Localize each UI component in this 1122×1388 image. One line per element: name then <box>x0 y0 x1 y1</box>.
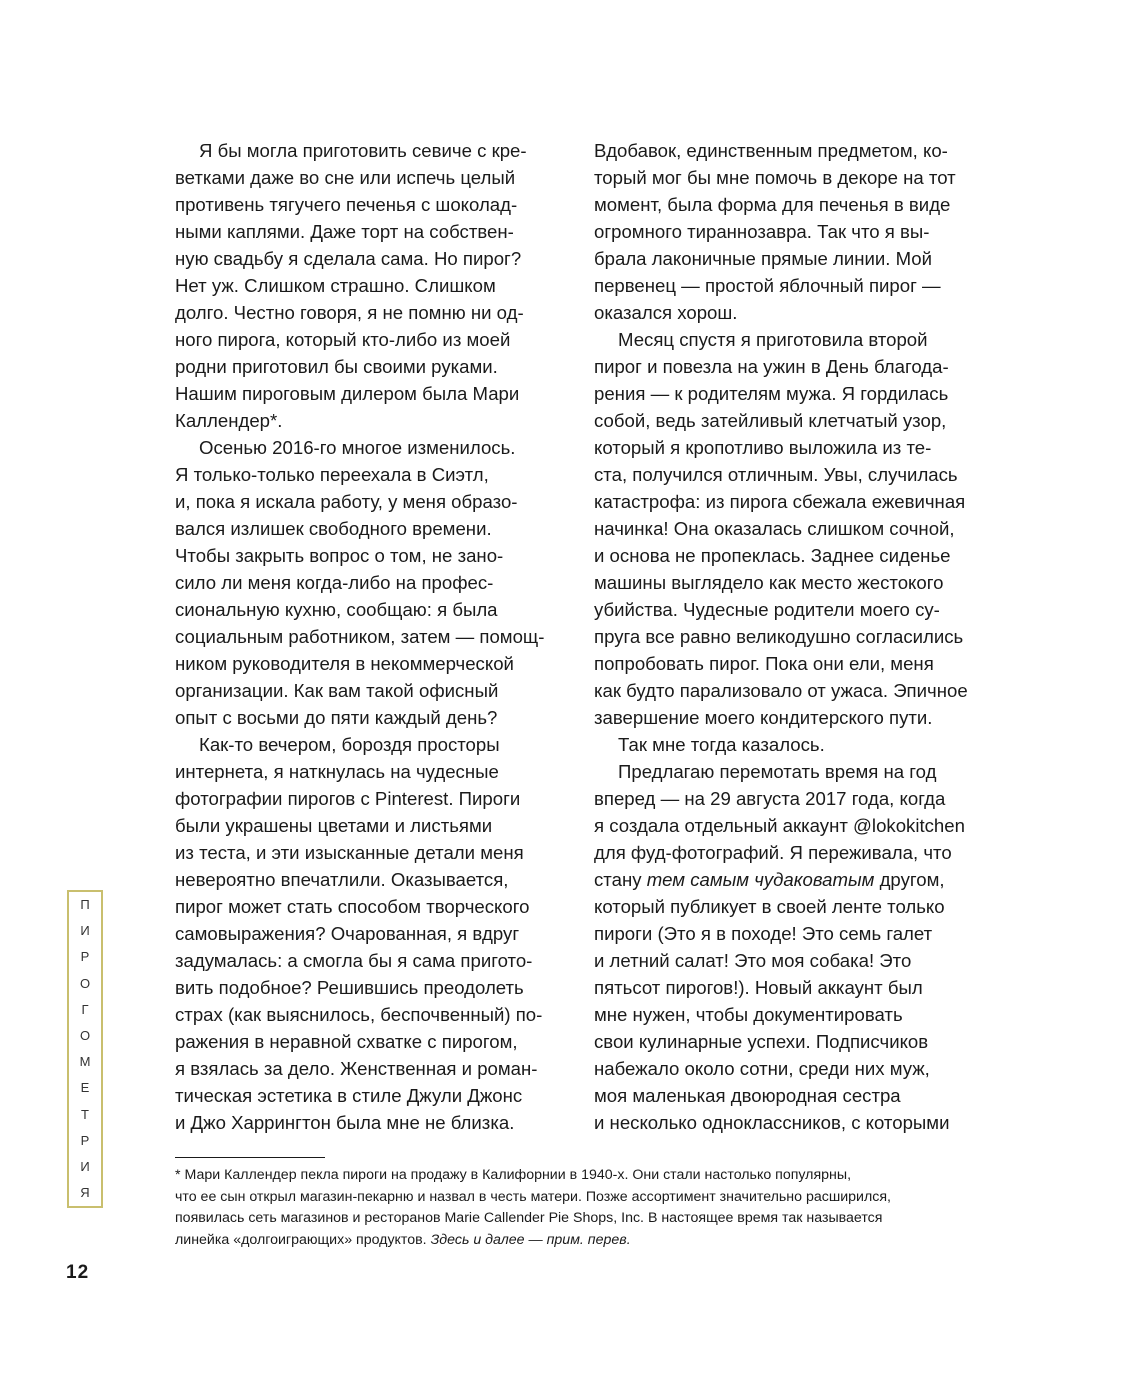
italic-text-segment: тем самым чудаковатым <box>646 869 875 890</box>
text-line: огромного тираннозавра. Так что я вы- <box>594 221 930 242</box>
text-line: Я только-только переехала в Сиэтл, <box>175 464 489 485</box>
text-line: ными каплями. Даже торт на собствен- <box>175 221 514 242</box>
vertical-title-letter: И <box>80 1158 90 1174</box>
text-line: Нет уж. Слишком страшно. Слишком <box>175 275 496 296</box>
text-line: социальным работником, затем — помощ- <box>175 626 545 647</box>
text-line: пирог и повезла на ужин в День благода- <box>594 356 949 377</box>
text-line: рения — к родителям мужа. Я гордилась <box>594 383 949 404</box>
text-line: завершение моего кондитерского пути. <box>594 707 933 728</box>
text-segment: линейка «долгоиграющих» продуктов. <box>175 1231 431 1248</box>
text-line: Так мне тогда казалось. <box>618 734 825 755</box>
text-line: появилась сеть магазинов и ресторанов Marie Callender Pie Shops, Inc. В настоящее время так называется <box>175 1210 883 1226</box>
text-line: опыт с восьми до пяти каждый день? <box>175 707 498 728</box>
vertical-title-letter: Т <box>81 1106 89 1122</box>
text-line: убийства. Чудесные родители моего су- <box>594 599 940 620</box>
text-line: задумалась: а смогла бы я сама пригото- <box>175 950 533 971</box>
text-line: Нашим пироговым дилером была Мари <box>175 383 520 404</box>
vertical-title-letter: П <box>80 897 90 912</box>
text-line: Месяц спустя я приготовила второй <box>618 329 928 350</box>
vertical-title-letter: М <box>79 1054 91 1070</box>
text-line: противень тягучего печенья с шоколад- <box>175 194 518 215</box>
vertical-title-letter: И <box>80 923 90 939</box>
vertical-chapter-title <box>67 890 103 1208</box>
text-line: сило ли меня когда-либо на профес- <box>175 572 494 593</box>
text-line: долго. Честно говоря, я не помню ни од- <box>175 302 524 323</box>
text-line: Предлагаю перемотать время на год <box>618 761 937 782</box>
text-line: ного пирога, который кто-либо из моей <box>175 329 511 350</box>
text-line: Вдобавок, единственным предметом, ко- <box>594 140 948 161</box>
text-line: Как-то вечером, бороздя просторы <box>199 734 500 755</box>
text-line <box>594 866 994 893</box>
footnote <box>175 1165 995 1251</box>
vertical-title-letter: Г <box>81 1001 89 1017</box>
text-line: который я кропотливо выложила из те- <box>594 437 932 458</box>
text-line: мне нужен, чтобы документировать <box>594 1004 903 1025</box>
text-line: вить подобное? Решившись преодолеть <box>175 977 524 998</box>
text-line: что ее сын открыл магазин-пекарню и назвал в честь матери. Позже ассортимент значительно расширился, <box>175 1188 891 1205</box>
text-segment: другом, <box>874 869 945 890</box>
text-line: пироги (Это я в походе! Это семь галет <box>594 923 933 944</box>
vertical-title-letter: О <box>79 1027 91 1043</box>
text-line: страх (как выяснилось, беспочвенный) по- <box>175 1004 543 1025</box>
text-line: катастрофа: из пирога сбежала ежевичная <box>594 491 966 512</box>
text-line: набежало около сотни, среди них муж, <box>594 1058 930 1079</box>
text-line: свои кулинарные успехи. Подписчиков <box>594 1031 929 1052</box>
left-text-column <box>175 137 575 1136</box>
text-line: я взялась за дело. Женственная и роман- <box>175 1058 538 1079</box>
text-line: пятьсот пирогов!). Новый аккаунт был <box>594 977 923 998</box>
vertical-title-letter: О <box>79 975 91 991</box>
italic-text-segment: Здесь и далее — прим. перев. <box>430 1231 631 1248</box>
text-line: пирог может стать способом творческого <box>175 896 530 917</box>
text-line: Чтобы закрыть вопрос о том, не зано- <box>175 545 504 566</box>
vertical-title-letter: Е <box>80 1080 90 1096</box>
text-line: оказался хорош. <box>594 302 738 323</box>
text-line: ветками даже во сне или испечь целый <box>175 167 516 188</box>
text-line: * Мари Каллендер пекла пироги на продажу в Калифорнии в 1940-х. Они стали настолько популярны, <box>175 1167 852 1183</box>
text-line: и несколько одноклассников, с которыми <box>594 1112 950 1133</box>
text-line: который публикует в своей ленте только <box>594 896 945 917</box>
text-line: торый мог бы мне помочь в декоре на тот <box>594 167 956 188</box>
text-line: собой, ведь затейливый клетчатый узор, <box>594 410 947 431</box>
text-line: попробовать пирог. Пока они ели, меня <box>594 653 934 674</box>
text-line: вался излишек свободного времени. <box>175 518 492 539</box>
text-line: самовыражения? Очарованная, я вдруг <box>175 923 520 944</box>
footnote-divider <box>175 1157 325 1158</box>
text-line: организации. Как вам такой офисный <box>175 680 499 701</box>
text-line: были украшены цветами и листьями <box>175 815 493 836</box>
text-line: ником руководителя в некоммерческой <box>175 653 514 674</box>
vertical-title-letter: Р <box>80 1132 90 1148</box>
text-line <box>175 1230 995 1252</box>
text-line: сиональную кухню, сообщаю: я была <box>175 599 498 620</box>
text-line: Каллендер*. <box>175 410 283 431</box>
text-line: первенец — простой яблочный пирог — <box>594 275 941 296</box>
text-line: моя маленькая двоюродная сестра <box>594 1085 901 1106</box>
text-line: ста, получился отличным. Увы, случилась <box>594 464 958 485</box>
page-number: 12 <box>66 1262 90 1283</box>
text-line: как будто парализовало от ужаса. Эпичное <box>594 680 968 701</box>
text-line: и Джо Харрингтон была мне не близка. <box>175 1112 515 1133</box>
text-line: невероятно впечатлили. Оказывается, <box>175 869 509 890</box>
text-line: тическая эстетика в стиле Джули Джонс <box>175 1085 523 1106</box>
text-line: пруга все равно великодушно согласились <box>594 626 964 647</box>
text-line: фотографии пирогов с Pinterest. Пироги <box>175 788 521 809</box>
text-line: для фуд-фотографий. Я переживала, что <box>594 842 952 863</box>
text-line: и летний салат! Это моя собака! Это <box>594 950 912 971</box>
text-line: ную свадьбу я сделала сама. Но пирог? <box>175 248 522 269</box>
vertical-title-letter: Я <box>80 1185 90 1201</box>
right-text-column <box>594 137 994 1136</box>
text-line: и основа не пропеклась. Заднее сиденье <box>594 545 951 566</box>
text-line: брала лаконичные прямые линии. Мой <box>594 248 933 269</box>
text-line: и, пока я искала работу, у меня образо- <box>175 491 518 512</box>
text-line: момент, была форма для печенья в виде <box>594 194 951 215</box>
text-line: Я бы могла приготовить севиче с кре- <box>199 140 527 161</box>
text-line: машины выглядело как место жестокого <box>594 572 944 593</box>
text-line: начинка! Она оказалась слишком сочной, <box>594 518 955 539</box>
text-line: ражения в неравной схватке с пирогом, <box>175 1031 518 1052</box>
text-segment: стану <box>594 869 647 890</box>
text-line: я создала отдельный аккаунт @lokokitchen <box>594 815 965 836</box>
text-line: вперед — на 29 августа 2017 года, когда <box>594 788 946 809</box>
vertical-title-letter: Р <box>80 949 90 965</box>
text-line: из теста, и эти изысканные детали меня <box>175 842 524 863</box>
text-line: родни приготовил бы своими руками. <box>175 356 498 377</box>
text-line: Осенью 2016-го многое изменилось. <box>199 437 516 458</box>
text-line: интернета, я наткнулась на чудесные <box>175 761 499 782</box>
